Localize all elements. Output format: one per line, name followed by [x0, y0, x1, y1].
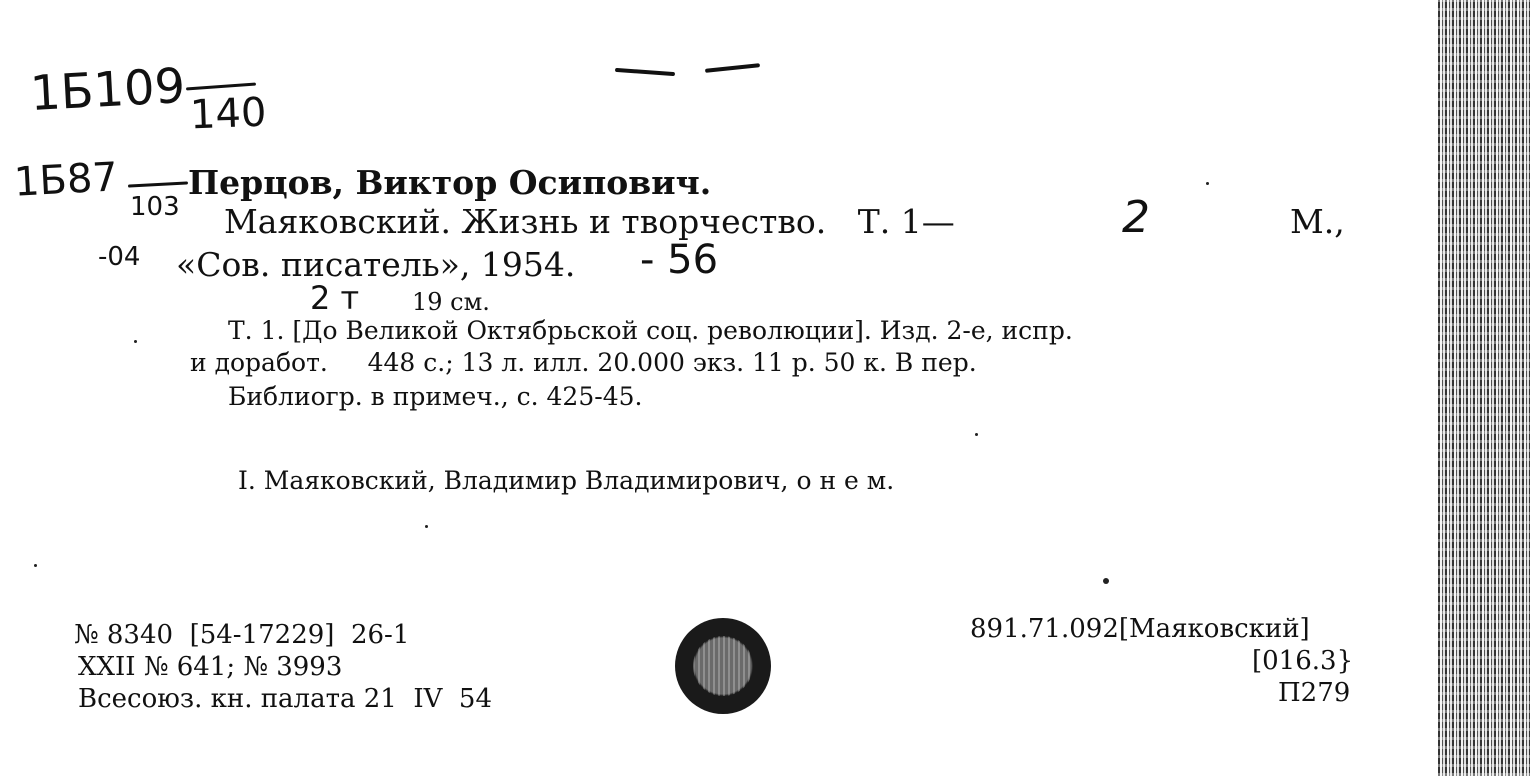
scan-speck — [425, 525, 428, 528]
scan-speck — [1103, 578, 1109, 584]
handwritten-underline-top — [186, 83, 256, 91]
card-series-number: XXII № 641; № 3993 — [78, 652, 343, 682]
scanner-edge-band — [1438, 0, 1530, 776]
handwritten-call-number-top: 1Б109 — [28, 57, 187, 123]
handwritten-call-number-left-sub2: -04 — [98, 242, 141, 272]
card-classification: 891.71.092[Маяковский] — [970, 614, 1310, 644]
handwritten-volume-mark: 2 — [1122, 192, 1150, 243]
handwritten-size-mark: 2 т — [310, 279, 360, 317]
card-volume-note-line2: и доработ. 448 с.; 13 л. илл. 20.000 экз. 11 р. 50 к. В пер. — [190, 348, 977, 377]
card-record-number: № 8340 [54-17229] 26-1 — [74, 620, 410, 650]
card-size: 19 см. — [412, 288, 490, 316]
card-place: М., — [1290, 202, 1345, 241]
card-publisher-line: «Сов. писатель», 1954. — [176, 245, 576, 284]
handwritten-call-number-left: 1Б87 — [12, 154, 119, 206]
card-chamber: Всесоюз. кн. палата 21 IV 54 — [78, 684, 492, 714]
handwritten-dash-mark — [705, 63, 760, 73]
handwritten-underline-left — [128, 181, 188, 187]
handwritten-call-number-top-sub: 140 — [189, 89, 268, 139]
card-subject-heading: I. Маяковский, Владимир Владимирович, о н е м. — [238, 466, 895, 495]
card-bibliography: Библиогр. в примеч., с. 425-45. — [228, 382, 643, 411]
scan-speck — [975, 433, 978, 436]
card-author: Перцов, Виктор Осипович. — [188, 163, 712, 202]
handwritten-dash-mark — [615, 68, 675, 76]
card-title-line: Маяковский. Жизнь и творчество. Т. 1— — [224, 202, 955, 241]
scan-speck — [34, 564, 37, 567]
handwritten-call-number-left-sub: 103 — [130, 192, 180, 222]
card-author-mark: П279 — [1278, 678, 1351, 708]
card-volume-note-line1: Т. 1. [До Великой Октябрьской соц. революции]. Изд. 2-е, испр. — [228, 316, 1073, 345]
card-punch-hole — [675, 618, 771, 714]
handwritten-year-mark: - 56 — [640, 237, 719, 283]
scan-speck — [1206, 182, 1209, 185]
card-udc: [016.3} — [1252, 646, 1354, 676]
scan-speck — [134, 340, 137, 343]
